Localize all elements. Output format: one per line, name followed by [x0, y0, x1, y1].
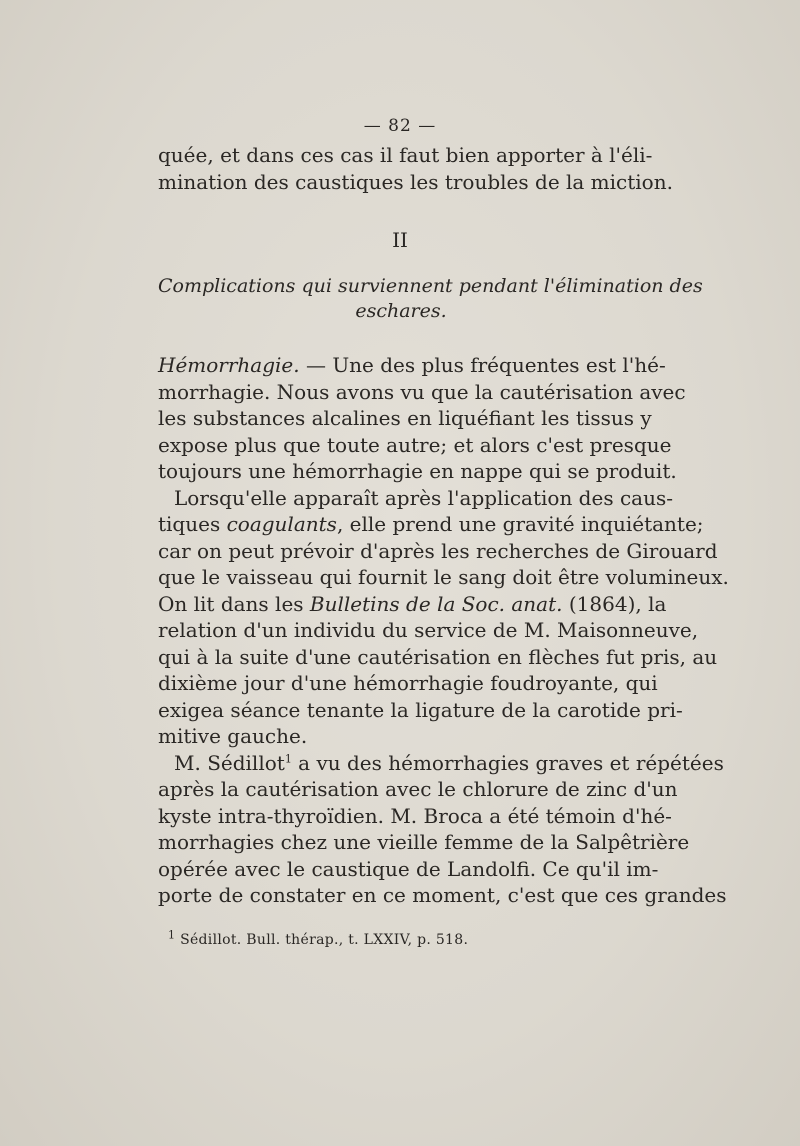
- text-line: [158, 564, 729, 591]
- text-run: qui à la suite d'une cautérisation en flèches fut pris, au: [158, 644, 718, 669]
- text-line: mination des caustiques les troubles de la miction.: [158, 169, 673, 194]
- text-line: [158, 803, 672, 830]
- text-line: [158, 511, 704, 538]
- footnote-marker: 1: [168, 928, 176, 942]
- page-number: — 82 —: [363, 116, 437, 136]
- footnote-ref: 1: [284, 751, 292, 765]
- text-line: [158, 538, 718, 565]
- text-run: mitive gauche.: [158, 724, 308, 748]
- text-line: [158, 405, 652, 432]
- text-line: [158, 485, 673, 512]
- text-run: après la cautérisation avec le chlorure de zinc d'un: [158, 777, 678, 801]
- text-run: que le vaisseau qui fournit le sang doit être volumineux.: [158, 565, 729, 589]
- text-run: a vu des hémorrhagies graves et répétées: [291, 750, 724, 775]
- text-run: exigea séance tenante la ligature de la carotide pri-: [158, 697, 683, 722]
- text-line: [158, 379, 686, 406]
- text-run: morrhagies chez une vieille femme de la Salpêtrière: [158, 830, 690, 854]
- italic-run: coagulants: [226, 512, 337, 536]
- text-line: [158, 670, 658, 697]
- text-run: expose plus que toute autre; et alors c'est presque: [158, 432, 672, 457]
- text-run: M. Sédillot: [174, 750, 285, 775]
- text-run: Lorsqu'elle apparaît après l'application des caus-: [174, 485, 673, 510]
- text-line: [158, 644, 718, 671]
- intro-paragraph: [158, 142, 673, 195]
- text-run: opérée avec le caustique de Landolfi. Ce qu'il im-: [158, 856, 659, 881]
- text-line: [158, 432, 672, 459]
- text-line: [158, 856, 659, 883]
- text-run: — Une des plus fréquentes est l'hé-: [299, 353, 666, 377]
- text-line: [158, 882, 727, 909]
- footnote-text: Sédillot. Bull. thérap., t. LXXIV, p. 518.: [175, 932, 469, 948]
- text-line: [158, 458, 677, 485]
- text-line: [158, 750, 724, 777]
- text-run: morrhagie. Nous avons vu que la cautérisation avec: [158, 379, 686, 404]
- text-line: [158, 591, 667, 618]
- text-run: tiques: [158, 512, 227, 536]
- text-run: , elle prend une gravité inquiétante;: [336, 512, 704, 536]
- text-run: dixième jour d'une hémorrhagie foudroyante, qui: [158, 671, 658, 695]
- run-in-heading: Hémorrhagie.: [158, 353, 300, 377]
- section-number: II: [392, 228, 408, 252]
- text-run: relation d'un individu du service de M. Maisonneuve,: [158, 618, 699, 642]
- footnote: [168, 928, 469, 948]
- text-line: [158, 352, 666, 379]
- text-run: On lit dans les: [158, 591, 310, 616]
- text-line: quée, et dans ces cas il faut bien apporter à l'éli-: [158, 143, 653, 167]
- text-line: [158, 829, 690, 856]
- text-line: [158, 617, 699, 644]
- text-run: porte de constater en ce moment, c'est que ces grandes: [158, 883, 727, 907]
- main-paragraph: [158, 352, 729, 909]
- text-line: [158, 776, 678, 803]
- text-run: toujours une hémorrhagie en nappe qui se produit.: [158, 459, 677, 483]
- section-title-line: eschares.: [355, 300, 447, 322]
- italic-run: Bulletins de la Soc. anat.: [309, 591, 563, 616]
- section-title-line: Complications qui surviennent pendant l'élimination des: [158, 275, 703, 297]
- section-title: [158, 274, 703, 324]
- text-run: (1864), la: [562, 591, 667, 616]
- text-run: les substances alcalines en liquéfiant les tissus y: [158, 406, 652, 430]
- text-line: [158, 723, 642, 750]
- text-run: kyste intra-thyroïdien. M. Broca a été témoin d'hé-: [158, 803, 672, 828]
- text-line: [158, 697, 683, 724]
- text-run: car on peut prévoir d'après les recherches de Girouard: [158, 538, 718, 563]
